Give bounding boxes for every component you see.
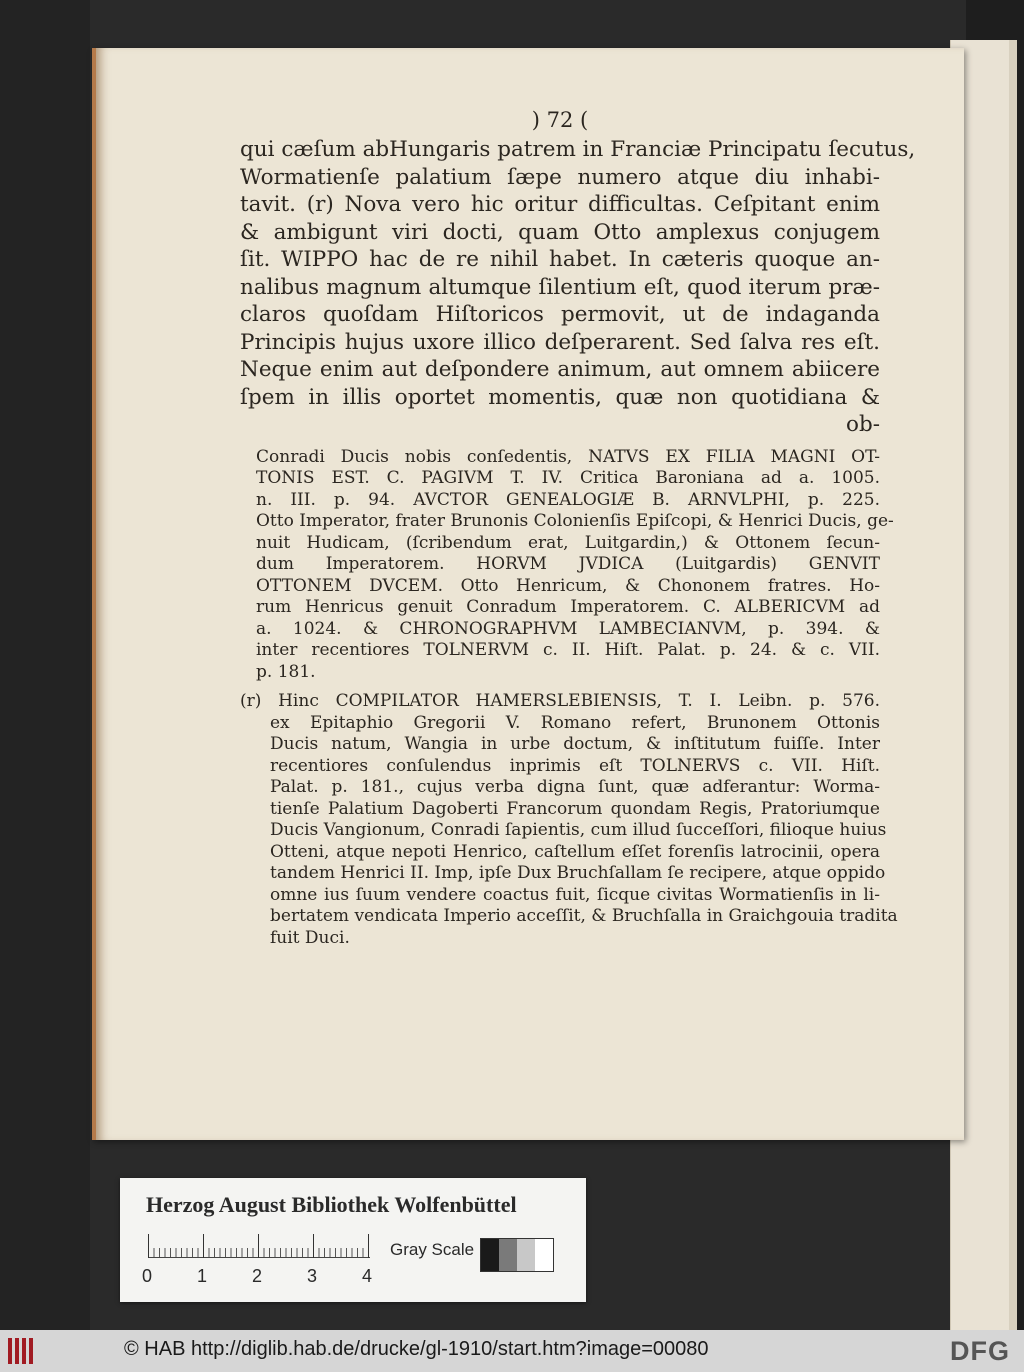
logo-bar [15, 1338, 19, 1364]
footnote-line: p. 181. [256, 661, 316, 682]
logo-bar [22, 1338, 26, 1364]
page-edge [1009, 40, 1017, 1330]
ruler-ticks [148, 1234, 370, 1258]
footnote-line: Otto Imperator, frater Brunonis Colonienſis Epiſcopi, & Henrici Ducis, ge- [256, 511, 894, 531]
ruler-major-tick [313, 1234, 314, 1258]
main-text [240, 136, 916, 411]
text-line: ſit. WIPPO hac de re nihil habet. In cæteris quoque an- [240, 247, 880, 272]
ruler-digit: 3 [307, 1266, 318, 1286]
ruler-digits [142, 1266, 382, 1288]
footnote-line: a. 1024. & CHRONOGRAPHVM LAMBECIANVM, p. 394. & [256, 618, 880, 639]
footnote-line: ex Epitaphio Gregorii V. Romano refert, Brunonem Ottonis [270, 712, 880, 733]
footnote-line: Palat. p. 181., cujus verba digna ſunt, quæ adferantur: Worma- [270, 777, 880, 797]
gray-scale-label: Gray Scale [390, 1240, 475, 1259]
ruler-major-tick [203, 1234, 204, 1258]
ruler-major-tick [258, 1234, 259, 1258]
footnote-line: dum Imperatorem. HORVM JVDICA (Luitgardis) GENVIT [256, 554, 880, 574]
text-line: claros quoſdam Hiſtoricos permovit, ut de indaganda [240, 302, 880, 327]
footnote-line: Ducis natum, Wangia in urbe doctum, & inſtitutum fuiſſe. Inter [270, 734, 880, 754]
footnote-line: tandem Henrici II. Imp, ipſe Dux Bruchſallam ſe recipere, atque oppido [270, 863, 886, 883]
text-line: Neque enim aut deſpondere animum, aut omnem abiicere [240, 357, 880, 382]
logo-bar [29, 1338, 33, 1364]
text-line: & ambigunt viri docti, quam Otto amplexus conjugem [240, 219, 880, 245]
footnote-line: n. III. p. 94. AVCTOR GENEALOGIÆ B. ARNVLPHI, p. 225. [256, 489, 880, 510]
text-line: ſpem in illis oportet momentis, quæ non quotidiana & [240, 384, 880, 410]
ruler-digit: 1 [197, 1266, 208, 1286]
copyright-link[interactable]: © HAB http://diglib.hab.de/drucke/gl-1910/start.htm?image=00080 [124, 1338, 709, 1360]
ruler-digit: 2 [252, 1266, 263, 1286]
library-name: Herzog August Bibliothek Wolfenbüttel [146, 1192, 517, 1217]
catchword: ob- [846, 412, 880, 437]
gray-swatch [481, 1239, 499, 1271]
dfg-logo: DFG [950, 1336, 1010, 1366]
footnote-line: bertatem vendicata Imperio acceſſit, & Bruchſalla in Graichgouia tradita [270, 906, 898, 926]
text-line: Principis hujus uxore illico deſperarent. Sed ſalva res eſt. [240, 329, 880, 355]
footnote-line: Otteni, atque nepoti Henrico, caſtellum eſſet forenſis latrocinii, opera [270, 841, 880, 862]
gray-swatch [535, 1239, 553, 1271]
text-line: qui cæſum abHungaris patrem in Franciæ Principatu ſecutus, [240, 137, 916, 162]
footnote-gap [240, 683, 880, 691]
ruler-major-tick [148, 1234, 149, 1258]
footnote-line: OTTONEM DVCEM. Otto Henricum, & Chononem fratres. Ho- [256, 575, 880, 596]
ruler-base [148, 1257, 370, 1258]
footnote-line: TONIS EST. C. PAGIVM T. IV. Critica Baroniana ad a. 1005. [256, 468, 880, 488]
footnote-line: Ducis Vangionum, Conradi ſapientis, cum illud ſucceſſori, filioque huius [270, 820, 887, 840]
page-text [240, 108, 916, 949]
footnote-line: recentiores conſulendus inprimis eſt TOLNERVS c. VII. Hiſt. [270, 755, 880, 776]
ruler-digit: 0 [142, 1266, 153, 1286]
ruler [148, 1234, 370, 1258]
gray-swatch [517, 1239, 535, 1271]
logo-bar [8, 1338, 12, 1364]
footnote-line: (r) Hinc COMPILATOR HAMERSLEBIENSIS, T. I. Leibn. p. 576. [240, 691, 880, 711]
footnote-line: rum Henricus genuit Conradum Imperatorem. C. ALBERICVM ad [256, 597, 880, 617]
gray-swatch [499, 1239, 517, 1271]
footer-bar [0, 1330, 1024, 1372]
page-number: ) 72 ( [531, 108, 589, 132]
footnote-line: tienſe Palatium Dagoberti Francorum quondam Regis, Pratoriumque [270, 798, 880, 819]
footnote-line: Conradi Ducis nobis conſedentis, NATVS EX FILIA MAGNI OT- [256, 446, 880, 467]
footnote-line: fuit Duci. [270, 927, 350, 948]
text-line: Wormatienſe palatium ſæpe numero atque diu inhabi- [240, 164, 880, 190]
background-left [0, 0, 90, 1330]
footnote-r [240, 691, 898, 949]
footnote-line: omne ius ſuum vendere coactus fuit, ſicque civitas Wormatienſis in li- [270, 884, 880, 905]
footnote-spacer [240, 439, 880, 447]
footnote-q [240, 446, 894, 684]
footnote-line: nuit Hudicam, (ſcribendum erat, Luitgardin,) & Ottonem ſecun- [256, 532, 880, 553]
ruler-major-tick [368, 1234, 369, 1258]
target-card [120, 1178, 586, 1302]
gray-scale-swatches [480, 1238, 554, 1272]
hab-logo-icon [8, 1338, 38, 1364]
text-line: nalibus magnum altumque ſilentium eſt, quod iterum præ- [240, 274, 880, 300]
ruler-digit: 4 [362, 1266, 373, 1286]
text-line: tavit. (r) Nova vero hic oritur difficultas. Ceſpitant enim [240, 192, 880, 217]
footnote-line: inter recentiores TOLNERVM c. II. Hiſt. Palat. p. 24. & c. VII. [256, 640, 880, 660]
